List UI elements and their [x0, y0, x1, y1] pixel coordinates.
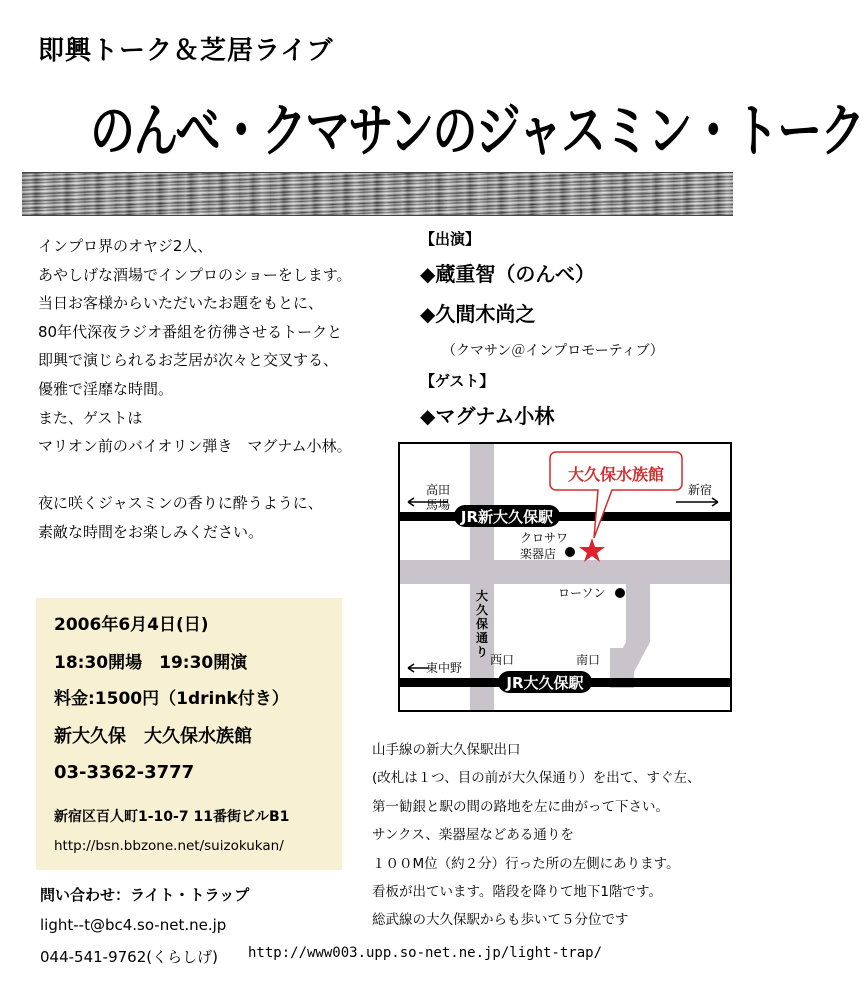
label-south-exit: 南口	[576, 653, 601, 667]
label-takadanobaba-2: 馬場	[426, 498, 451, 512]
directions-line: 看板が出ています。階段を降りて地下1階です。	[372, 883, 662, 900]
label-gakkiten: 楽器店	[520, 547, 557, 561]
intro-line: 即興で演じられるお芝居が次々と交叉する、	[38, 351, 339, 370]
event-info-box	[36, 598, 342, 870]
guest-label: 【ゲスト】	[420, 372, 495, 390]
venue-map	[398, 442, 732, 712]
event-times: 18:30開場 19:30開演	[54, 653, 248, 673]
contact-phone: 044-541-9762(くらしげ)	[40, 948, 218, 966]
intro-text	[38, 232, 352, 547]
guest-name: ◆マグナム小林	[420, 404, 555, 428]
directions-line: 山手線の新大久保駅出口	[372, 742, 521, 758]
event-address: 新宿区百人町1-10-7 11番街ビルB1	[54, 809, 290, 825]
intro-line	[38, 461, 352, 490]
label-shinjuku: 新宿	[688, 483, 713, 497]
intro-line: マリオン前のバイオリン弾き マグナム小林。	[38, 437, 352, 456]
venue-url-link[interactable]: http://bsn.bbzone.net/suizokukan/	[54, 838, 284, 854]
label-west-exit: 西口	[490, 653, 515, 667]
performer-1: ◆蔵重智（のんべ）	[420, 262, 595, 286]
performer-2: ◆久間木尚之	[420, 302, 536, 326]
street-name-label: 大久保通り	[476, 589, 489, 659]
directions-line: サンクス、楽器屋などある通りを	[372, 827, 574, 844]
intro-line: 当日お客様からいただいたお題をもとに、	[38, 294, 324, 313]
directions-line: １００M位（約２分）行った所の左側にあります。	[372, 855, 680, 872]
label-kurosawa: クロサワ	[520, 531, 569, 545]
store-dot-icon	[565, 547, 575, 557]
intro-line: 素敵な時間をお楽しみください。	[38, 522, 264, 541]
intro-line: 80年代深夜ラジオ番組を彷彿させるトークと	[38, 322, 343, 341]
label-higashinakano: 東中野	[426, 661, 463, 675]
venue-map-label: 大久保水族館	[567, 465, 665, 484]
event-fee: 料金:1500円（1drink付き）	[54, 689, 289, 709]
station-okubo: JR大久保駅	[506, 674, 584, 692]
intro-line: インプロ界のオヤジ2人、	[38, 237, 213, 255]
directions-line: (改札は１つ、目の前が大久保通り）を出て、すぐ左、	[372, 770, 701, 787]
contact-label: 問い合わせ：ライト・トラップ	[40, 886, 250, 904]
event-phone: 03-3362-3777	[54, 762, 195, 783]
label-takadanobaba: 高田	[426, 483, 451, 497]
intro-line: 優雅で淫靡な時間。	[38, 379, 174, 398]
label-lawson: ローソン	[558, 586, 606, 600]
event-venue: 新大久保 大久保水族館	[54, 726, 252, 747]
intro-line: あやしげな酒場でインプロのショーをします。	[38, 265, 352, 284]
station-new-okubo: JR新大久保駅	[460, 508, 554, 526]
intro-line: 夜に咲くジャスミンの香りに酔うように、	[38, 494, 323, 513]
event-title: のんべ・クマサンのジャスミン・トーク	[90, 97, 864, 165]
store-dot-icon	[615, 588, 625, 598]
intro-line: また、ゲストは	[38, 408, 143, 427]
wood-grain-banner	[22, 172, 733, 216]
directions-text	[372, 736, 700, 935]
performer-2-note: （クマサン＠インプロモーティブ）	[442, 343, 664, 359]
contact-email-link[interactable]: light--t@bc4.so-net.ne.jp	[40, 916, 227, 934]
rail-line-north	[400, 512, 730, 521]
website-link[interactable]: http://www003.upp.so-net.ne.jp/light-trap/	[248, 945, 603, 961]
performers-label: 【出演】	[420, 230, 481, 248]
directions-line: 第一勧銀と駅の間の路地を左に曲がって下さい。	[372, 798, 669, 815]
street-horizontal	[400, 560, 730, 584]
event-subtitle: 即興トーク＆芝居ライブ	[38, 36, 334, 66]
directions-line: 総武線の大久保駅からも歩いて５分位です	[372, 912, 629, 929]
event-date: 2006年6月4日(日)	[54, 615, 209, 635]
